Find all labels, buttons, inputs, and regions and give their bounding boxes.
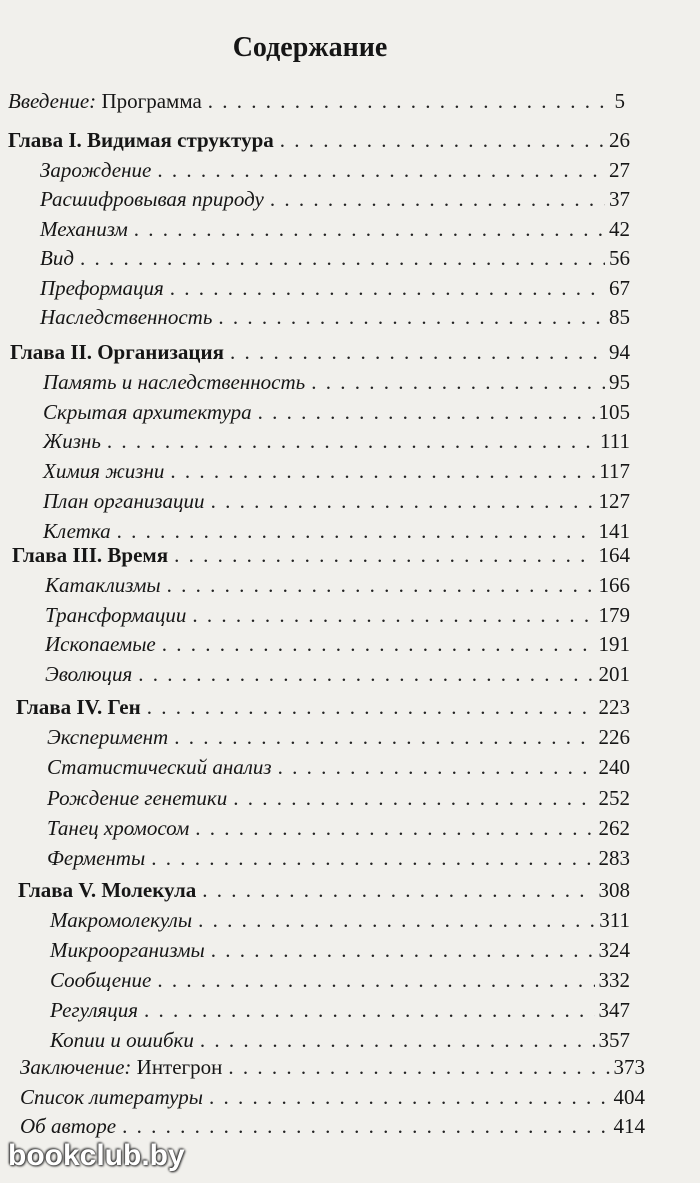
page-number: 127 [598, 489, 630, 513]
page-number: 311 [599, 908, 630, 932]
section-row [50, 995, 630, 1025]
page-number: 105 [598, 399, 630, 424]
section-row [47, 843, 630, 873]
section-label: Эксперимент [47, 725, 169, 750]
leader-dots [228, 1052, 609, 1082]
section-label: Механизм [40, 216, 128, 241]
section-label: Микроорганизмы [50, 938, 205, 962]
section-label: Танец хромосом [47, 815, 190, 840]
page-number: 324 [598, 938, 630, 962]
plain-label: Об авторе [20, 1114, 117, 1138]
page-number: 67 [609, 275, 630, 300]
section-label: Макромолекулы [50, 908, 193, 932]
page-number: 26 [609, 128, 630, 152]
leader-dots [198, 905, 595, 935]
page-number: 85 [609, 305, 630, 329]
section-label: Зарождение [40, 157, 152, 182]
section-label: Катаклизмы [45, 572, 161, 597]
page-number: 56 [609, 246, 630, 270]
leader-dots [162, 629, 595, 659]
leader-dots [211, 935, 595, 965]
leader-dots [80, 243, 605, 273]
section-label: Регуляция [50, 998, 139, 1022]
leader-dots [157, 965, 594, 995]
page-number: 117 [599, 459, 630, 484]
section-row [47, 722, 630, 752]
leader-dots [195, 813, 594, 843]
section-label: Статистический анализ [47, 755, 272, 780]
page-number: 262 [598, 815, 630, 840]
section-label: Ферменты [47, 846, 146, 870]
page-number: 201 [598, 662, 630, 687]
intro-title: Программа [96, 89, 202, 113]
page-number: 373 [613, 1055, 645, 1079]
leader-dots [200, 1025, 595, 1055]
section-row [50, 965, 630, 995]
leader-dots [170, 273, 605, 303]
page-number: 357 [598, 1028, 630, 1052]
section-row [50, 935, 630, 965]
leader-dots [174, 722, 594, 752]
section-label: Ископаемые [45, 632, 156, 657]
leader-dots [138, 659, 594, 689]
page-number: 141 [598, 518, 630, 543]
leader-dots [147, 692, 595, 722]
section-label: Клетка [43, 518, 111, 543]
section-label: Эволюция [45, 662, 133, 687]
page-number: 332 [598, 968, 630, 992]
section-label: Наследственность [40, 305, 213, 329]
page-number: 5 [614, 89, 625, 113]
page-number: 404 [613, 1085, 645, 1109]
section-row [40, 273, 630, 303]
leader-dots [230, 337, 605, 367]
leader-dots [208, 86, 611, 116]
leader-dots [167, 570, 595, 600]
concl-label [20, 1052, 228, 1082]
section-row [45, 600, 630, 630]
section-row [50, 1025, 630, 1055]
leader-dots [280, 125, 605, 155]
section-label: Трансформации [45, 602, 187, 627]
page-number: 164 [598, 543, 630, 567]
concl-row [20, 1052, 645, 1082]
section-label: Рождение генетики [47, 785, 228, 810]
section-row [40, 214, 630, 244]
section-label: Скрытая архитектура [43, 399, 252, 424]
leader-dots [258, 397, 595, 427]
chapter-row [10, 337, 630, 367]
leader-dots [134, 214, 605, 244]
section-row [40, 243, 630, 273]
page-number: 240 [598, 755, 630, 780]
concl-title: Интегрон [131, 1055, 223, 1079]
plain-row [20, 1111, 645, 1141]
leader-dots [278, 752, 595, 782]
section-label: Вид [40, 246, 74, 270]
section-label: Сообщение [50, 968, 152, 992]
chapter-label: Глава I. Видимая структура [8, 128, 274, 152]
page-number: 166 [598, 572, 630, 597]
chapter-label: Глава IV. Ген [16, 695, 141, 719]
section-label: Расшифровывая природу [40, 187, 264, 211]
leader-dots [174, 540, 594, 570]
leader-dots [151, 843, 594, 873]
leader-dots [170, 456, 595, 486]
intro-lead: Введение: [8, 89, 97, 113]
page-number: 223 [598, 695, 630, 719]
leader-dots [202, 875, 594, 905]
concl-lead: Заключение: [20, 1055, 132, 1079]
leader-dots [211, 486, 595, 516]
leader-dots [192, 600, 594, 630]
leader-dots [122, 1111, 609, 1141]
page-number: 42 [609, 216, 630, 241]
section-row [43, 367, 630, 397]
intro-row [8, 86, 625, 116]
intro-label [8, 86, 208, 116]
leader-dots [157, 155, 605, 185]
page-number: 414 [613, 1114, 645, 1138]
page-number: 94 [609, 340, 630, 364]
leader-dots [218, 302, 605, 332]
watermark: bookclub.by [8, 1139, 185, 1172]
leader-dots [270, 184, 605, 214]
chapter-row [16, 692, 630, 722]
chapter-row [18, 875, 630, 905]
leader-dots [233, 783, 594, 813]
chapter-label: Глава V. Молекула [18, 878, 197, 902]
page-number: 226 [598, 725, 630, 750]
section-row [40, 184, 630, 214]
chapter-label: Глава II. Организация [10, 340, 224, 364]
leader-dots [209, 1082, 610, 1112]
section-row [47, 813, 630, 843]
page-number: 347 [598, 998, 630, 1022]
section-label: План организации [43, 489, 205, 513]
leader-dots [311, 367, 605, 397]
page-number: 27 [609, 157, 630, 182]
page-number: 283 [598, 846, 630, 870]
page-number: 111 [600, 429, 630, 454]
section-row [45, 570, 630, 600]
page-number: 95 [609, 369, 630, 394]
chapter-row [8, 125, 630, 155]
chapter-row [12, 540, 630, 570]
section-row [43, 486, 630, 516]
page-title: Содержание [232, 32, 388, 63]
section-label: Память и наследственность [43, 369, 306, 394]
section-row [50, 905, 630, 935]
leader-dots [107, 426, 596, 456]
section-row [47, 752, 630, 782]
section-row [43, 456, 630, 486]
section-label: Химия жизни [43, 459, 165, 484]
section-label: Копии и ошибки [50, 1028, 194, 1052]
section-row [40, 155, 630, 185]
plain-label: Список литературы [20, 1085, 203, 1109]
section-label: Жизнь [43, 429, 101, 454]
section-row [43, 397, 630, 427]
section-row [47, 783, 630, 813]
page-number: 252 [598, 785, 630, 810]
page-number: 179 [598, 602, 630, 627]
page-number: 191 [598, 632, 630, 657]
section-label: Преформация [40, 275, 164, 300]
section-row [45, 659, 630, 689]
chapter-label: Глава III. Время [12, 543, 169, 567]
page-number: 308 [598, 878, 630, 902]
page-number: 37 [609, 187, 630, 211]
section-row [40, 302, 630, 332]
section-row [43, 426, 630, 456]
plain-row [20, 1082, 645, 1112]
leader-dots [144, 995, 594, 1025]
section-row [45, 629, 630, 659]
